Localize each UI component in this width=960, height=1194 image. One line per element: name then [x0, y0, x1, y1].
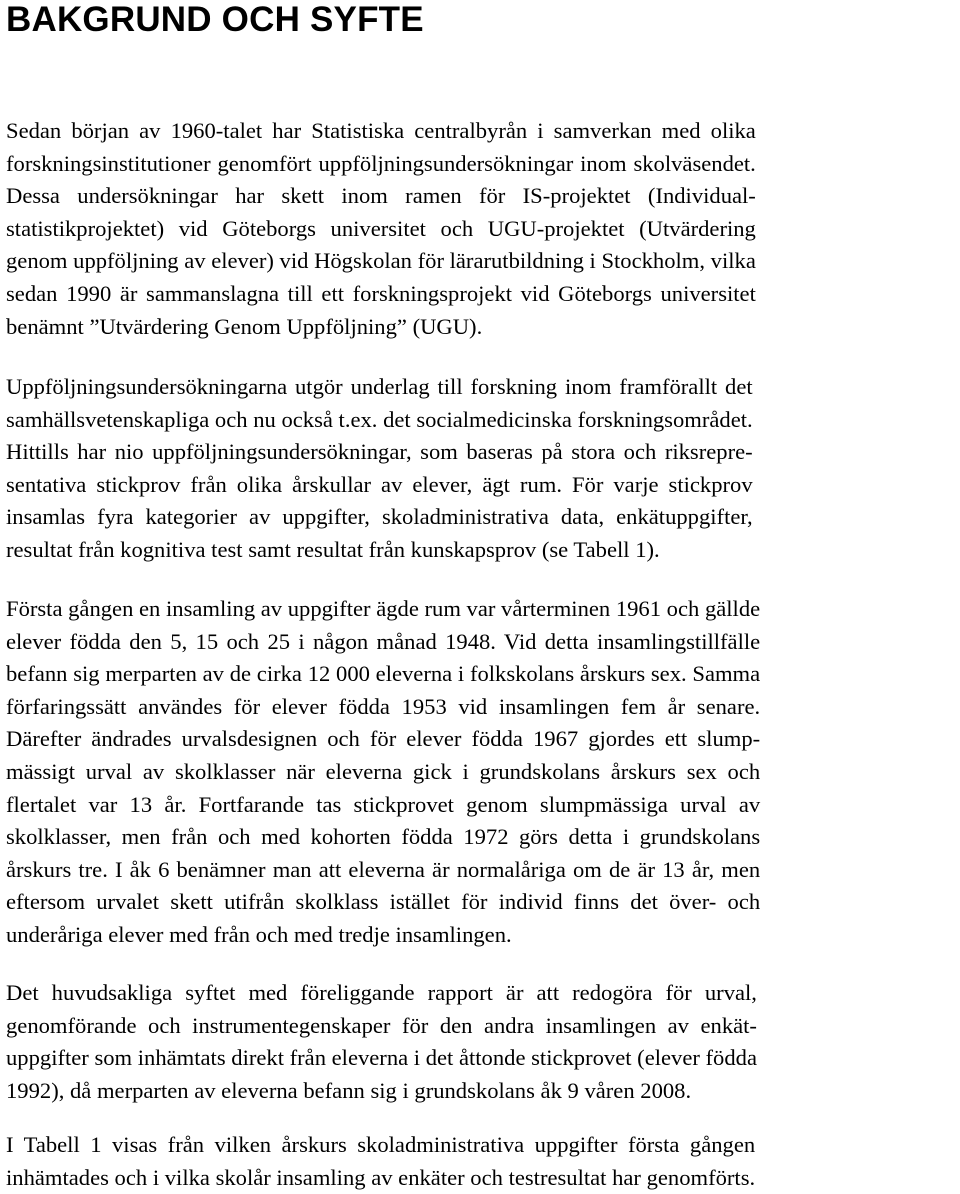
text-line: skolklasser, men från och med kohorten födda 1972 görs detta i grundskolans [6, 824, 761, 850]
text-line: Det huvudsakliga syftet med föreliggande rapport är att redogöra för urval, [6, 980, 757, 1005]
text-line: samhällsvetenskapliga och nu också t.ex. det socialmedicinska forskningsområdet. [6, 406, 753, 432]
text-line: I Tabell 1 visas från vilken årskurs skoladministrativa uppgifter första gången [6, 1132, 756, 1157]
paragraph-1 [6, 115, 756, 343]
text-line: eftersom urvalet skett utifrån skolklass istället för individ finns det över- och [6, 889, 761, 915]
text-line: Hittills har nio uppföljningsundersökningar, som baseras på stora och riksrepre- [6, 439, 753, 465]
text-line: årskurs tre. I åk 6 benämner man att eleverna är normalåriga om de är 13 år, men [6, 856, 761, 882]
text-line: mässigt urval av skolklasser när eleverna gick i grundskolans årskurs sex och [6, 758, 761, 784]
text-line: Dessa undersökningar har skett inom ramen för IS-projektet (Individual- [6, 183, 756, 209]
section-heading: BAKGRUND OCH SYFTE [6, 0, 424, 39]
text-line: benämnt ”Utvärdering Genom Uppföljning” (UGU). [6, 313, 483, 339]
text-line: elever födda den 5, 15 och 25 i någon månad 1948. Vid detta insamlingstillfälle [6, 628, 761, 654]
text-line: sedan 1990 är sammanslagna till ett forskningsprojekt vid Göteborgs universitet [6, 280, 756, 306]
text-line: förfaringssätt användes för elever födda 1953 vid insamlingen fem år senare. [6, 693, 761, 719]
text-line: Därefter ändrades urvalsdesignen och för elever födda 1967 gjordes ett slump- [6, 726, 761, 752]
text-line: genom uppföljning av elever) vid Högskolan för lärarutbildning i Stockholm, vilka [6, 248, 756, 274]
paragraph-5 [6, 1129, 755, 1194]
text-line: 1992), då merparten av eleverna befann sig i grundskolans åk 9 våren 2008. [6, 1077, 692, 1103]
text-line: underåriga elever med från och med tredje insamlingen. [6, 921, 512, 947]
text-line: Sedan början av 1960-talet har Statistiska centralbyrån i samverkan med olika [6, 118, 756, 143]
text-line: Uppföljningsundersökningarna utgör underlag till forskning inom framförallt det [6, 374, 753, 399]
text-line: befann sig merparten av de cirka 12 000 eleverna i folkskolans årskurs sex. Samma [6, 661, 761, 687]
paragraph-3 [6, 593, 760, 952]
text-line: insamlas fyra kategorier av uppgifter, skoladministrativa data, enkätuppgifter, [6, 504, 753, 530]
text-line: sentativa stickprov från olika årskullar av elever, ägt rum. För varje stickprov [6, 471, 753, 497]
text-line: statistikprojektet) vid Göteborgs universitet och UGU-projektet (Utvärdering [6, 215, 756, 241]
text-line: resultat från kognitiva test samt resultat från kunskapsprov (se Tabell 1). [6, 536, 660, 562]
text-line: uppgifter som inhämtats direkt från eleverna i det åttonde stickprovet (elever födda [6, 1045, 757, 1071]
text-line: inhämtades och i vilka skolår insamling av enkäter och testresultat har genomförts. [6, 1164, 756, 1190]
paragraph-2 [6, 371, 753, 567]
paragraph-4 [6, 977, 757, 1107]
text-line: forskningsinstitutioner genomfört uppföljningsundersökningar inom skolväsendet. [6, 150, 756, 176]
text-line: genomförande och instrumentegenskaper för den andra insamlingen av enkät- [6, 1012, 757, 1038]
text-line: flertalet var 13 år. Fortfarande tas stickprovet genom slumpmässiga urval av [6, 791, 761, 817]
text-line: Första gången en insamling av uppgifter ägde rum var vårterminen 1961 och gällde [6, 596, 761, 621]
document-page [6, 0, 956, 1190]
